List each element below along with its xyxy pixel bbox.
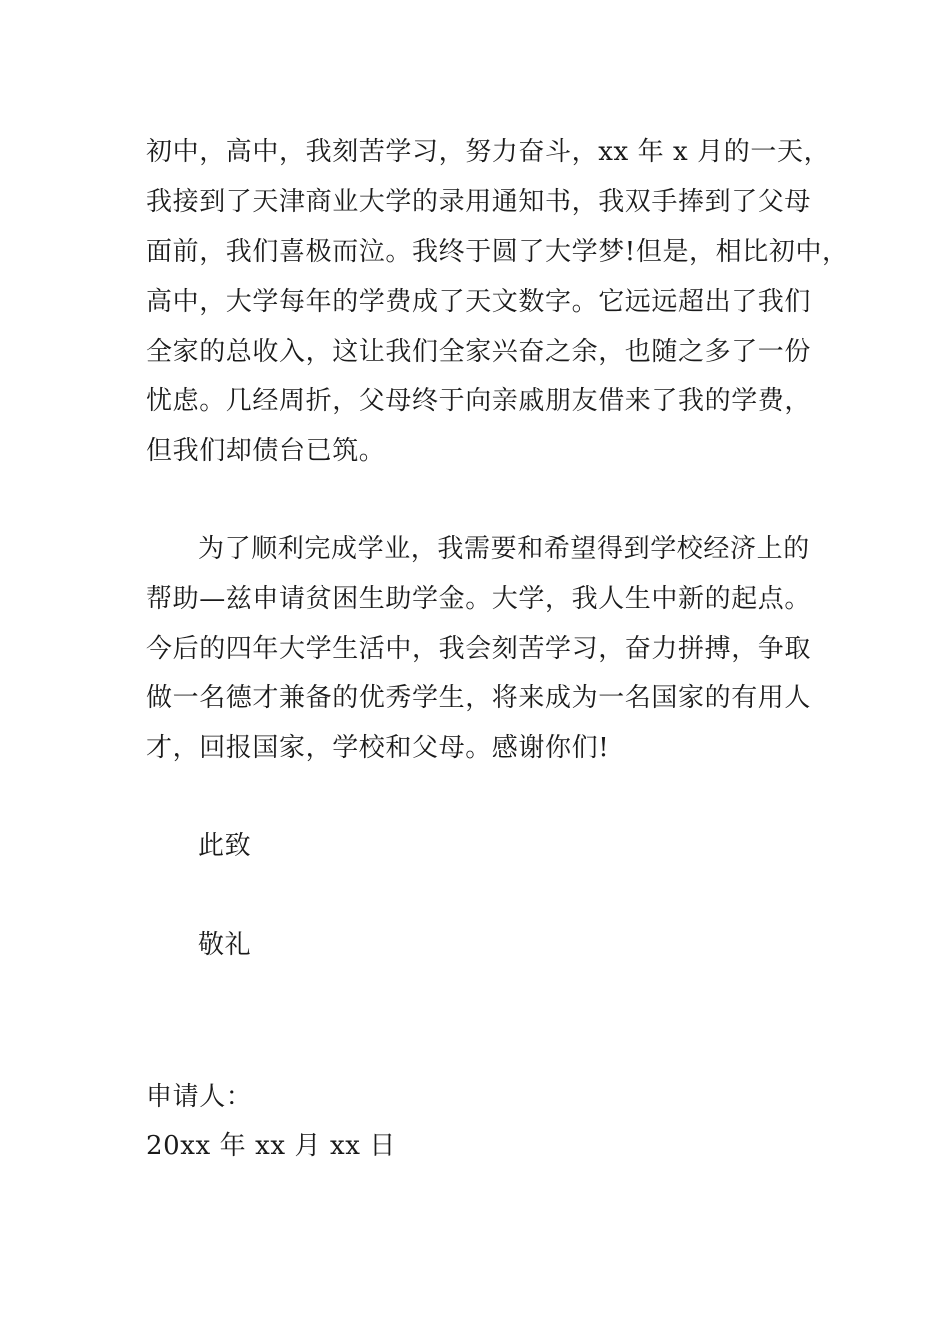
signature-date: 20xx 年 xx 月 xx 日 — [146, 1131, 396, 1161]
paragraph-2-line-1: 为了顺利完成学业，我需要和希望得到学校经济上的 — [198, 534, 810, 564]
applicant-label: 申请人： — [146, 1082, 253, 1112]
paragraph-1-line-7: 但我们却债台已筑。 — [146, 436, 386, 466]
paragraph-1-line-4: 高中，大学每年的学费成了天文数字。它远远超出了我们 — [146, 287, 812, 317]
paragraph-2-line-2: 帮助—兹申请贫困生助学金。大学，我人生中新的起点。 — [146, 584, 812, 614]
closing-salutation-2: 敬礼 — [198, 930, 252, 960]
paragraph-1-line-6: 忧虑。几经周折，父母终于向亲戚朋友借来了我的学费， — [146, 386, 812, 416]
paragraph-2-line-5: 才，回报国家，学校和父母。感谢你们! — [146, 733, 610, 763]
paragraph-1-line-5: 全家的总收入，这让我们全家兴奋之余，也随之多了一份 — [146, 337, 812, 367]
paragraph-2-line-4: 做一名德才兼备的优秀学生，将来成为一名国家的有用人 — [146, 683, 812, 713]
paragraph-1-line-1: 初中，高中，我刻苦学习，努力奋斗，xx 年 x 月的一天， — [146, 137, 831, 167]
paragraph-2-line-3: 今后的四年大学生活中，我会刻苦学习，奋力拼搏，争取 — [146, 634, 812, 664]
paragraph-1-line-2: 我接到了天津商业大学的录用通知书，我双手捧到了父母 — [146, 187, 812, 217]
paragraph-1-line-3: 面前，我们喜极而泣。我终于圆了大学梦!但是，相比初中， — [146, 237, 849, 267]
closing-salutation-1: 此致 — [198, 831, 252, 861]
